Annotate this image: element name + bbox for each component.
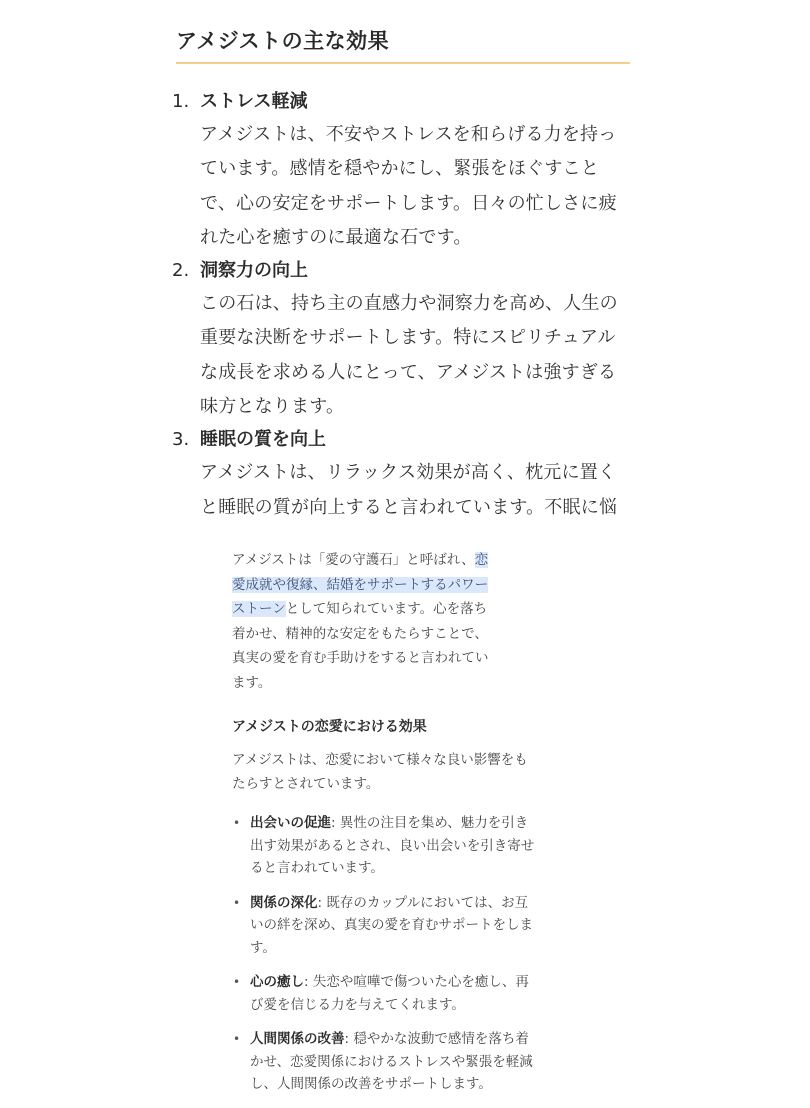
effects-list <box>168 86 638 525</box>
benefit-text: ると言われています。 <box>250 860 384 876</box>
section-heading: アメジストの主な効果 <box>176 29 390 54</box>
benefit-encounters <box>232 812 552 880</box>
effect-description <box>200 287 638 424</box>
benefit-term: 出会いの促進 <box>250 815 331 831</box>
benefit-term: 心の癒し <box>250 974 304 990</box>
love-benefits-list <box>232 812 552 1096</box>
highlighted-text[interactable]: ストーン <box>232 601 286 617</box>
intro-line: アメジストは、恋愛において様々な良い影響をも <box>232 752 528 768</box>
effect-item-stress <box>168 86 638 255</box>
effect-line: で、心の安定をサポートします。日々の忙しさに疲 <box>200 192 617 214</box>
benefit-text: び愛を信じる力を与えてくれます。 <box>250 996 465 1013</box>
benefit-text: : 既存のカップルにおいては、お互 <box>317 894 529 911</box>
benefit-text: : 異性の注目を集め、魅力を引き <box>331 815 529 831</box>
benefit-text: : 穏やかな波動で感情を落ち着 <box>344 1031 529 1047</box>
benefit-text: し、人間関係の改善をサポートします。 <box>250 1076 492 1092</box>
bullet-icon: • <box>233 816 241 830</box>
paragraph-text: ます。 <box>232 674 272 691</box>
paragraph-text: アメジストは「愛の守護石」と呼ばれ、 <box>232 552 475 568</box>
intro-line: たらすとされています。 <box>232 775 380 792</box>
paragraph-text: 着かせ、精神的な安定をもたらすことで、 <box>232 625 488 642</box>
benefit-text: いの絆を深め、真実の愛を育むサポートをしま <box>250 917 533 933</box>
effect-title: ストレス軽減 <box>200 91 308 112</box>
heading-underline <box>176 62 630 64</box>
effect-line: 重要な決断をサポートします。特にスピリチュアル <box>200 327 616 349</box>
bullet-icon: • <box>233 1032 241 1046</box>
effect-number: 1. <box>172 91 190 112</box>
effect-description <box>200 456 638 525</box>
bullet-icon: • <box>233 975 241 989</box>
benefit-deepening <box>232 892 552 960</box>
effect-line: れた心を癒すのに最適な石です。 <box>200 226 472 248</box>
benefit-text: 出す効果があるとされ、良い出会いを引き寄せ <box>250 837 535 854</box>
effect-number: 2. <box>172 260 190 282</box>
effect-title: 洞察力の向上 <box>200 260 308 282</box>
effect-item-sleep <box>168 424 638 525</box>
effect-line: 味方となります。 <box>200 396 345 418</box>
love-effects-subheading: アメジストの恋愛における効果 <box>232 719 427 735</box>
benefit-text: : 失恋や喧嘩で傷ついた心を癒し、再 <box>304 974 529 990</box>
love-effects-intro <box>232 749 552 796</box>
benefit-healing <box>232 971 552 1016</box>
bullet-icon: • <box>233 895 241 910</box>
effect-line: ています。感情を穏やかにし、緊張をほぐすこと <box>200 158 599 180</box>
effect-line: この石は、持ち主の直感力や洞察力を高め、人生の <box>200 293 618 315</box>
benefit-text: す。 <box>250 939 276 956</box>
paragraph-text: 真実の愛を育む手助けをすると言われてい <box>232 650 489 666</box>
effect-line: アメジストは、リラックス効果が高く、枕元に置く <box>200 462 617 484</box>
love-effects-card <box>232 548 552 1108</box>
benefit-relationships <box>232 1028 552 1096</box>
effect-line: と睡眠の質が向上すると言われています。不眠に悩 <box>200 496 618 518</box>
benefit-term: 関係の深化 <box>250 894 318 911</box>
highlighted-text[interactable]: 恋 <box>474 552 489 568</box>
love-stone-paragraph <box>232 548 552 695</box>
effect-title: 睡眠の質を向上 <box>200 429 326 451</box>
effect-number: 3. <box>172 429 190 451</box>
effect-line: な成長を求める人にとって、アメジストは強すぎる <box>200 361 617 383</box>
effect-line: アメジストは、不安やストレスを和らげる力を持っ <box>200 124 617 145</box>
effect-description <box>200 118 638 255</box>
highlighted-text[interactable]: 愛成就や復縁、結婚をサポートするパワー <box>232 576 489 593</box>
benefit-text: かせ、恋愛関係におけるストレスや緊張を軽減 <box>250 1053 533 1070</box>
benefit-term: 人間関係の改善 <box>250 1031 345 1047</box>
effect-item-insight <box>168 255 638 424</box>
paragraph-text: として知られています。心を落ち <box>285 601 488 617</box>
